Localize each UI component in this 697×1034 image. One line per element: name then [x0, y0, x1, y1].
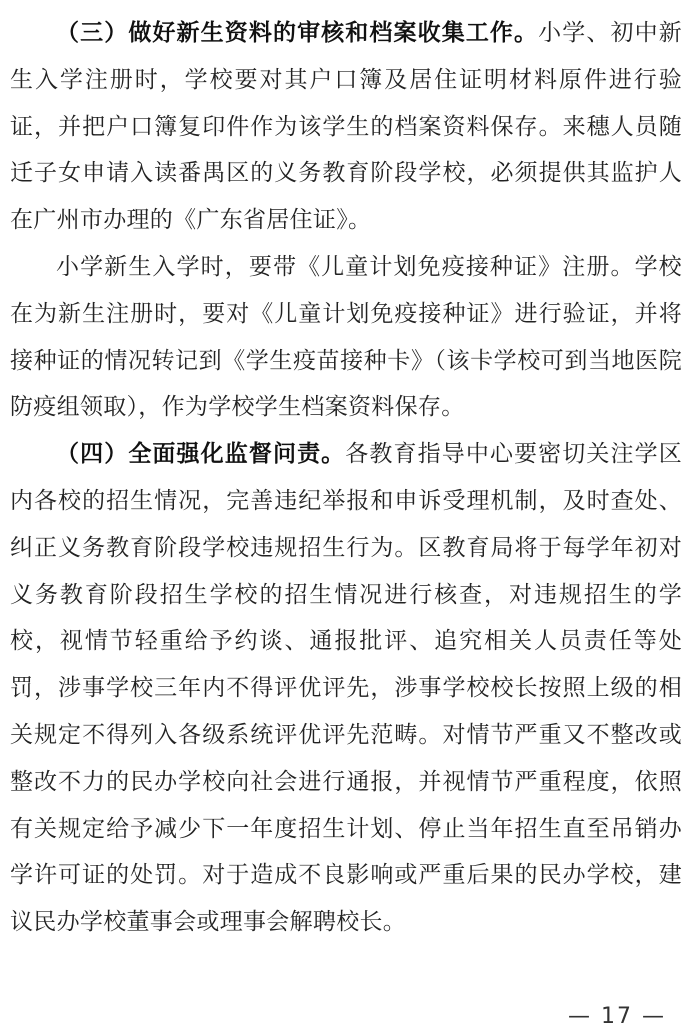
section-3-text: 小学、初中新生入学注册时，学校要对其户口簿及居住证明材料原件进行验证，并把户口簿复印件作为该学生的档案资料保存。来穗人员随迁子女申请入读番禺区的义务教育阶段学校，必须提供其监护人在广州市办理的《广东省居住证》。 — [10, 20, 682, 234]
paragraph-section-4 — [10, 431, 682, 946]
page-number: — 17 — — [568, 1004, 666, 1029]
section-4-text: 各教育指导中心要密切关注学区内各校的招生情况，完善违纪举报和申诉受理机制，及时查处、纠正义务教育阶段学校违规招生行为。区教育局将于每学年初对义务教育阶段招生学校的招生情况进行核查，对违规招生的学校，视情节轻重给予约谈、通报批评、追究相关人员责任等处罚，涉事学校三年内不得评优评先，涉事学校校长按照上级的相关规定不得列入各级系统评优评先范畴。对情节严重又不整改或整改不力的民办学校向社会进行通报，并视情节严重程度，依照有关规定给予减少下一年度招生计划、停止当年招生直至吊销办学许可证的处罚。对于造成不良影响或严重后果的民办学校，建议民办学校董事会或理事会解聘校长。 — [10, 441, 682, 936]
vaccination-text: 小学新生入学时，要带《儿童计划免疫接种证》注册。学校在为新生注册时，要对《儿童计划免疫接种证》进行验证，并将接种证的情况转记到《学生疫苗接种卡》（该卡学校可到当地医院防疫组领取），作为学校学生档案资料保存。 — [10, 253, 682, 421]
section-3-heading: （三）做好新生资料的审核和档案收集工作。 — [56, 20, 539, 46]
section-4-heading: （四）全面强化监督问责。 — [56, 441, 346, 468]
paragraph-section-3 — [10, 10, 682, 244]
document-body — [10, 10, 682, 946]
paragraph-vaccination — [10, 244, 682, 431]
